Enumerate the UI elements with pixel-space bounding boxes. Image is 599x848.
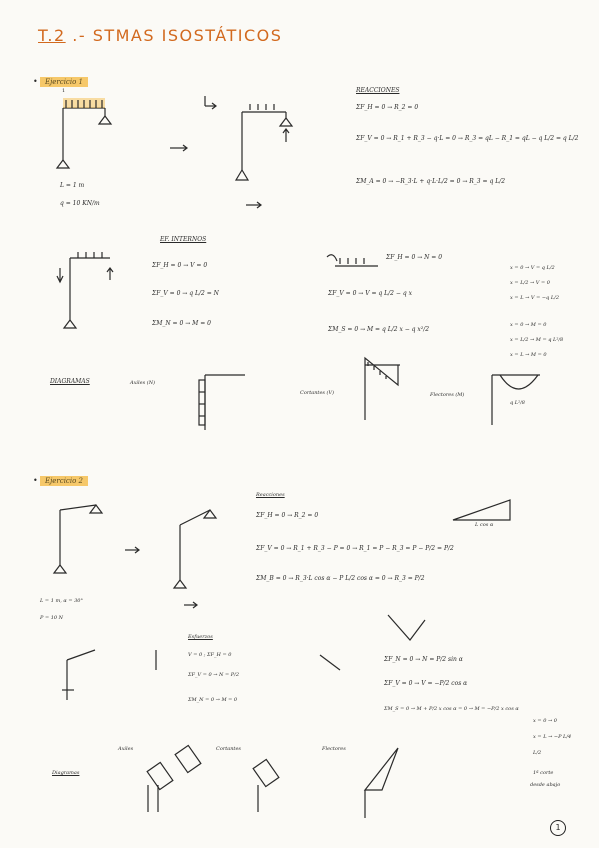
ex2-internal-1: V = 0 ; ΣF_H = 0 [188, 652, 232, 658]
topic-title: STMAS ISOSTÁTICOS [92, 26, 283, 45]
ex1-reaction-1: ΣF_H = 0 → R_2 = 0 [356, 104, 419, 111]
ex2-section2-1: ΣF_N = 0 → N = P/2 sin α [384, 656, 463, 663]
ex2-note-2: desde abajo [530, 782, 561, 788]
ex1-diagrams-title: DIAGRAMAS [50, 378, 90, 385]
ex2-diagrams-title: Diagramas [52, 770, 80, 776]
ex1-diagram-flectores: Flectores (M) [430, 392, 465, 398]
ex1-section2-2: ΣF_V = 0 → V = q L/2 − q x [328, 290, 412, 297]
ex2-triangle-label: L cos α [475, 522, 494, 528]
topic-number: T.2 [38, 26, 66, 45]
ex1-diagram-axiles: Axiles (N) [130, 380, 156, 386]
ex2-diagram-flectores: Flectores [322, 746, 346, 752]
ex1-case-m-1: x = 0 → M = 0 [510, 322, 547, 328]
ex1-case-v-2: x = L/2 → V = 0 [510, 280, 550, 286]
ex1-reaction-3: ΣM_A = 0 → −R_3·L + q·L·L/2 = 0 → R_3 = q L/2 [356, 178, 506, 185]
ex2-section2-3: ΣM_S = 0 → M + P/2 x cos α = 0 → M = −P/2 x cos α [384, 706, 519, 712]
ex2-data-2: P = 10 N [40, 615, 64, 621]
ex1-internal-2: ΣF_V = 0 → q L/2 = N [152, 290, 219, 297]
ex2-diagram-cortantes: Cortantes [216, 746, 241, 752]
ex2-case-2: x = L → −P L/4 [533, 734, 572, 740]
ex2-internal-title: Esfuerzos [188, 634, 213, 640]
ex1-reaction-2: ΣF_V = 0 → R_1 + R_3 − q·L = 0 → R_3 = qL − R_1 = qL − q L/2 = q L/2 [356, 135, 579, 142]
ex2-reactions-title: Reacciones [256, 492, 285, 498]
ex2-data-1: L = 1 m, α = 30° [40, 598, 83, 604]
ex1-internal-1: ΣF_H = 0 → V = 0 [152, 262, 208, 269]
ex2-case-3: L/2 [533, 750, 542, 756]
ex1-case-m-3: x = L → M = 0 [510, 352, 547, 358]
exercise-2-label: Ejercicio 2 [40, 476, 88, 486]
ex1-data-q: q = 10 KN/m [60, 200, 100, 207]
ex2-case-1: x = 0 → 0 [533, 718, 557, 724]
ex2-note-1: 1ª corte [533, 770, 554, 776]
ex1-case-v-3: x = L → V = −q L/2 [510, 295, 560, 301]
ex1-section2-3: ΣM_S = 0 → M = q L/2 x − q x²/2 [328, 326, 430, 333]
ex2-reaction-1: ΣF_H = 0 → R_2 = 0 [256, 512, 319, 519]
ex1-mmax-label: q L²/8 [510, 400, 525, 406]
ex1-case-m-2: x = L/2 → M = q L²/8 [510, 337, 564, 343]
ex2-reaction-2: ΣF_V = 0 → R_1 + R_3 − P = 0 → R_1 = P − R_3 = P − P/2 = P/2 [256, 545, 454, 552]
ex2-internal-3: ΣM_N = 0 → M = 0 [188, 697, 238, 703]
ex1-internal-title: EF. INTERNOS [160, 236, 207, 243]
exercise-1-label: Ejercicio 1 [40, 77, 88, 87]
bullet-ex2: • [33, 476, 38, 485]
ex1-data-L: L = 1 m [60, 182, 85, 189]
page-number: 1 [550, 820, 566, 836]
ex1-case-v-1: x = 0 → V = q L/2 [510, 265, 555, 271]
ex1-frame-label: 1 [62, 88, 66, 94]
ex1-diagram-cortantes: Cortantes (V) [300, 390, 335, 396]
topic-separator: .- [72, 26, 87, 45]
ex1-internal-3: ΣM_N = 0 → M = 0 [152, 320, 211, 327]
ex2-internal-2: ΣF_V = 0 → N = P/2 [188, 672, 240, 678]
ex1-reactions-title: REACCIONES [356, 87, 400, 94]
bullet-ex1: • [33, 77, 38, 86]
ex2-reaction-3: ΣM_B = 0 → R_3·L cos α − P L/2 cos α = 0 → R_3 = P/2 [256, 575, 425, 582]
ex2-section2-2: ΣF_V = 0 → V = −P/2 cos α [384, 680, 468, 687]
ex1-section2-1: ΣF_H = 0 → N = 0 [386, 254, 443, 261]
ex2-diagram-axiles: Axiles [118, 746, 134, 752]
